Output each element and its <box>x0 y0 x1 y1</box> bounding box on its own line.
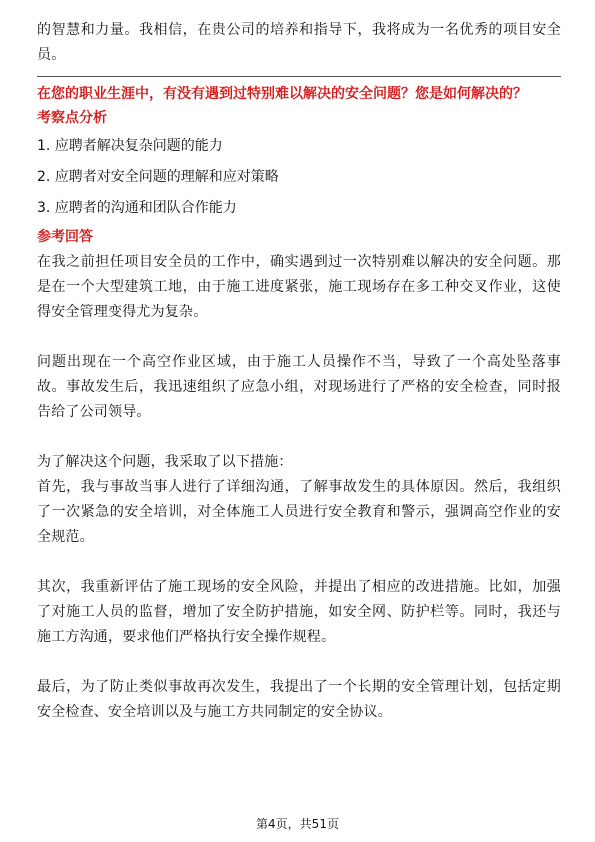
answer-paragraph: 在我之前担任项目安全员的工作中，确实遇到过一次特别难以解决的安全问题。那是在一个大型建筑工地，由于施工进度紧张，施工现场存在多工种交叉作业，这使得安全管理变得尤为复杂。 <box>37 254 561 320</box>
analysis-item: 1. 应聘者解决复杂问题的能力 <box>37 138 223 154</box>
document-page <box>37 18 561 725</box>
answer-title: 参考回答 <box>37 229 93 245</box>
analysis-item: 3. 应聘者的沟通和团队合作能力 <box>37 200 237 216</box>
answer-paragraph: 为了解决这个问题，我采取了以下措施： <box>37 454 293 470</box>
paragraph-gap <box>37 650 561 675</box>
paragraph-gap <box>37 425 561 450</box>
paragraph-gap <box>37 325 561 350</box>
answer-paragraph: 其次，我重新评估了施工现场的安全风险，并提出了相应的改进措施。比如，加强了对施工人员的监督，增加了安全防护措施，如安全网、防护栏等。同时，我还与施工方沟通，要求他们严格执行安全操作规程。 <box>37 579 561 645</box>
page-footer: 第4页，共51页 <box>256 817 339 831</box>
section-divider <box>37 76 561 77</box>
answer-paragraph: 首先，我与事故当事人进行了详细沟通，了解事故发生的具体原因。然后，我组织了一次紧急的安全培训，对全体施工人员进行安全教育和警示，强调高空作业的安全规范。 <box>37 479 561 545</box>
analysis-item: 2. 应聘者对安全问题的理解和应对策略 <box>37 169 279 185</box>
analysis-list <box>37 131 561 224</box>
paragraph-gap <box>37 550 561 575</box>
answer-paragraph: 最后，为了防止类似事故再次发生，我提出了一个长期的安全管理计划，包括定期安全检查、安全培训以及与施工方共同制定的安全协议。 <box>37 679 561 720</box>
analysis-title: 考察点分析 <box>37 110 107 126</box>
intro-paragraph: 的智慧和力量。我相信，在贵公司的培养和指导下，我将成为一名优秀的项目安全员。 <box>37 22 561 63</box>
answer-paragraph: 问题出现在一个高空作业区域，由于施工人员操作不当，导致了一个高处坠落事故。事故发生后，我迅速组织了应急小组，对现场进行了严格的安全检查，同时报告给了公司领导。 <box>37 354 561 420</box>
question-heading: 在您的职业生涯中，有没有遇到过特别难以解决的安全问题？您是如何解决的？ <box>37 86 527 102</box>
